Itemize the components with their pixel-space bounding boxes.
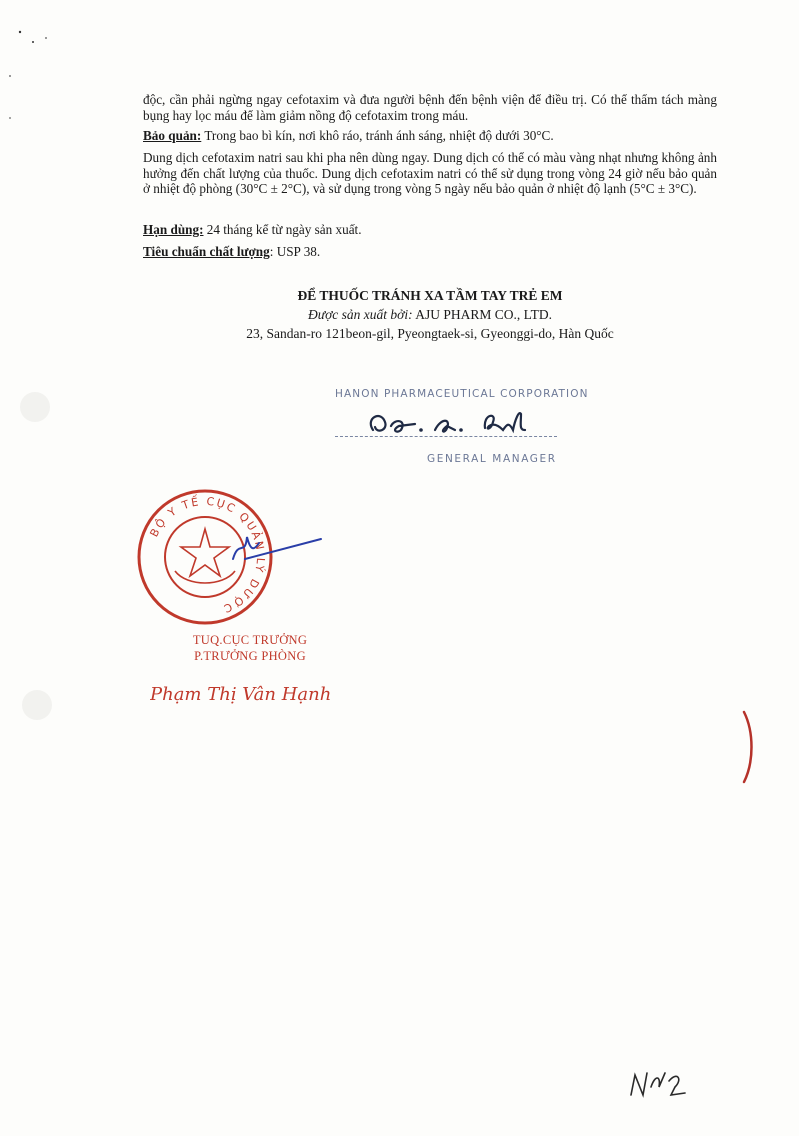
- standard-label: Tiêu chuẩn chất lượng: [143, 244, 270, 259]
- expiry-text: 24 tháng kể từ ngày sản xuất.: [203, 222, 362, 237]
- seal-line-1: TUQ.CỤC TRƯỞNG: [192, 633, 308, 647]
- ministry-seal: [135, 487, 335, 627]
- standard-text: : USP 38.: [269, 244, 321, 259]
- manager-signature: [355, 400, 555, 440]
- storage-text: Trong bao bì kín, nơi khô ráo, tránh ánh sáng, nhiệt độ dưới 30°C.: [201, 128, 554, 143]
- official-signature-text: Phạm Thị Vân Hạnh: [150, 684, 332, 705]
- seal-line-2: P.TRƯỞNG PHÒNG: [194, 649, 306, 663]
- manufacturer-name: AJU PHARM CO., LTD.: [412, 307, 553, 322]
- manufacturer-address: 23, Sandan-ro 121beon-gil, Pyeongtaek-si, Gyeonggi-do, Hàn Quốc: [246, 326, 614, 341]
- child-warning: ĐỂ THUỐC TRÁNH XA TẦM TAY TRẺ EM: [297, 288, 563, 303]
- company-name: HANON PHARMACEUTICAL CORPORATION: [335, 388, 589, 400]
- made-by-line: [143, 305, 717, 324]
- overdose-continuation: độc, cần phải ngừng ngay cefotaxim và đưa người bệnh đến bệnh viện để điều trị. Có thể thẩm tách màng bụng hay lọc máu để làm giảm nồng độ cefotaxim trong máu.: [143, 92, 717, 123]
- page-number-handwritten: [625, 1065, 715, 1105]
- storage-label: Bảo quản:: [143, 128, 202, 143]
- signature-line: [335, 436, 557, 437]
- solution-paragraph: Dung dịch cefotaxim natri sau khi pha nên dùng ngay. Dung dịch có thể có màu vàng nhạt nhưng không ảnh hưởng đến chất lượng của thuốc. Dung dịch cefotaxim natri có thể sử dụng trong vòng 24 giờ nếu bảo quản ở nhiệt độ phòng (30°C ± 2°C), và sử dụng trong vòng 5 ngày nếu bảo quản ở nhiệt độ lạnh (5°C ± 3°C).: [143, 150, 717, 196]
- seal-ring-text: BỘ Y TẾ CỤC QUẢN LÝ DƯỢC: [147, 494, 268, 616]
- scan-specks: [0, 0, 70, 130]
- storage-line: [143, 128, 554, 144]
- standard-line: [143, 244, 320, 260]
- expiry-label: Hạn dùng:: [143, 222, 204, 237]
- punch-hole: [22, 690, 52, 720]
- punch-hole: [20, 392, 50, 422]
- seal-caption: [135, 632, 365, 664]
- company-title: GENERAL MANAGER: [427, 453, 557, 465]
- manufacturer-block: [143, 286, 717, 343]
- official-signature: [150, 676, 340, 712]
- made-by-label: Được sản xuất bởi:: [307, 307, 413, 322]
- expiry-line: [143, 222, 362, 238]
- pen-mark: [740, 708, 760, 788]
